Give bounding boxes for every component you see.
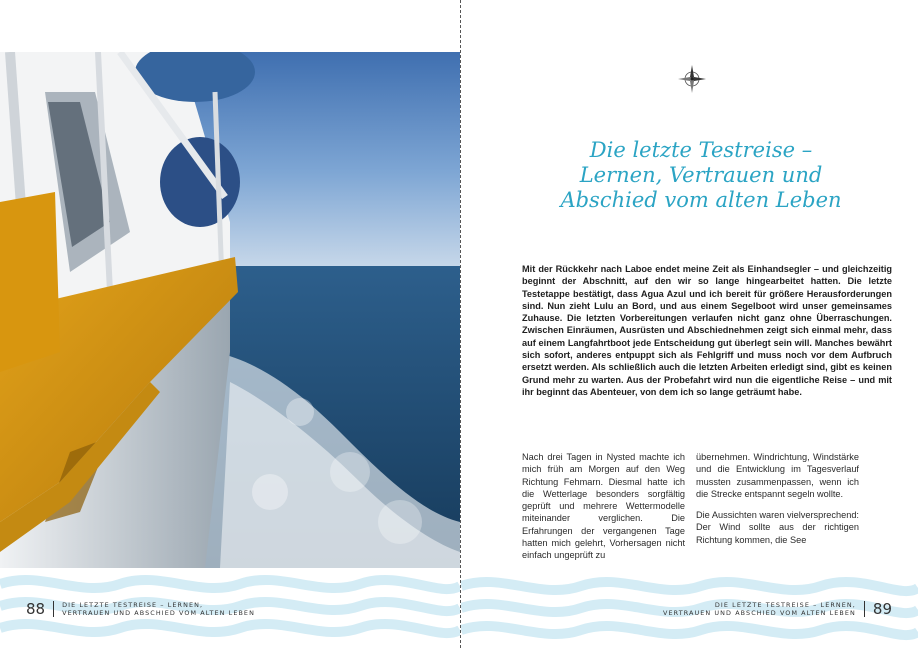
- page-number: 88: [26, 600, 46, 618]
- footer-right: [663, 600, 892, 618]
- body-paragraph: übernehmen. Windrichtung, Windstärke und die Entwicklung im Tagesverlauf mussten zusammenpassen, wenn ich die Strecke entspannt segeln wollte.: [696, 452, 859, 499]
- compass-rose-icon: [677, 64, 707, 94]
- lead-paragraph: Mit der Rückkehr nach Laboe endet meine Zeit als Einhandsegler – und gleichzeitig beginnt der Abschnitt, auf den wir so lange hingearbeitet hatten. Die letzte Testetappe bestätigt, dass Agua Azul und ich bereit für größere Herausforderungen sind. Nun zieht Lulu an Bord, und aus einem Segelboot wird unser gemeinsames Zuhause. Die letzten Vorbereitungen verlaufen nicht ganz ohne Überraschungen. Zwischen Einräumen, Ausrüsten und Abschiednehmen zeigt sich einmal mehr, dass auf einem Langfahrtboot jede Entscheidung gut überlegt sein will. Manches bewährt sich sofort, anderes entpuppt sich als Fehlgriff und muss noch vor dem Aufbruch ersetzt werden. Als schließlich auch die letzten Arbeiten erledigt sind, gibt es keinen Grund mehr zu warten. Aus der Probefahrt wird nun die eigentliche Reise – und mit ihr beginnt das Abenteuer, von dem ich so lange geträumt habe.: [522, 264, 892, 397]
- chapter-title: Die letzte Testreise – Lernen, Vertrauen und Abschied vom alten Leben: [560, 138, 842, 212]
- page-number: 89: [872, 600, 892, 618]
- body-paragraph: Nach drei Tagen in Nysted machte ich mich früh am Morgen auf den Weg Richtung Fehmarn. Diesmal hatte ich die Wetterlage besonders sorgfältig geprüft und mehrere Wettermodelle miteinander verglichen. Die Erfahrungen der vergangenen Tage hatten mich gelehrt, Vorhersagen nicht einfach ungeprüft zu: [522, 452, 685, 561]
- running-head: DIE LETZTE TESTREISE – LERNEN, VERTRAUEN UND ABSCHIED VOM ALTEN LEBEN: [62, 601, 255, 617]
- sailboat-photo: [0, 52, 460, 568]
- body-column-1: [522, 451, 685, 569]
- right-page: [461, 0, 918, 648]
- footer-left: [26, 600, 255, 618]
- footer-divider: [53, 601, 54, 617]
- body-column-2: [696, 451, 859, 569]
- running-head: DIE LETZTE TESTREISE – LERNEN, VERTRAUEN UND ABSCHIED VOM ALTEN LEBEN: [663, 601, 856, 617]
- body-paragraph: Die Aussichten waren vielversprechend: Der Wind sollte aus der richtigen Richtung kommen, die See: [696, 510, 859, 545]
- footer-divider: [864, 601, 865, 617]
